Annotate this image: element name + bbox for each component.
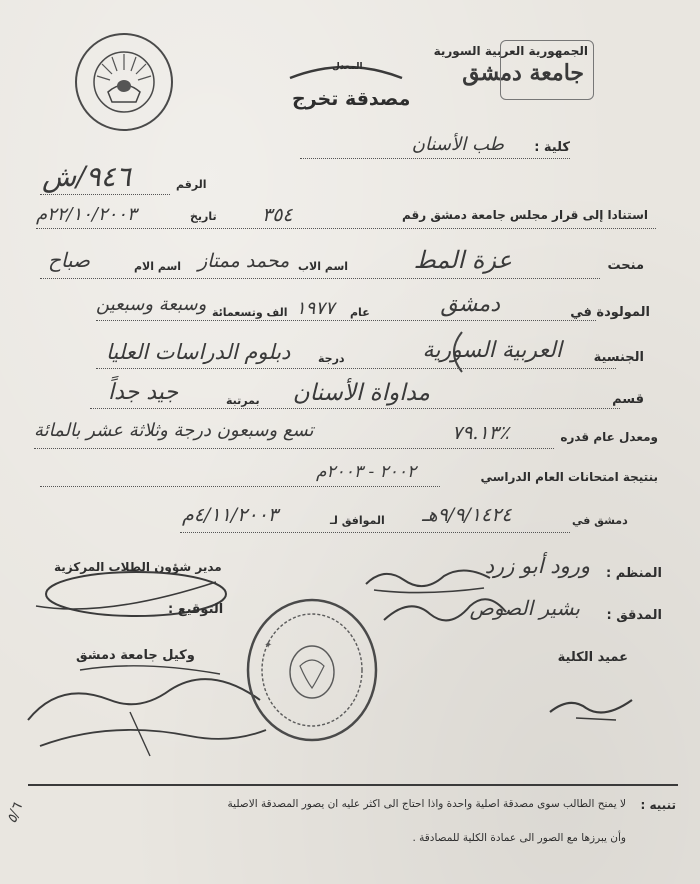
checker-name: بشير الصوص [469, 596, 580, 620]
nationality-dotline [96, 368, 616, 369]
decision-date-label: تاريخ [190, 210, 217, 223]
birth-year-words-printed: الف وتسعمائة [212, 306, 288, 319]
decision-dotline [36, 228, 656, 229]
birth-place: دمشق [440, 292, 500, 317]
svg-text:✦: ✦ [264, 640, 273, 651]
birth-year: ١٩٧٧ [296, 298, 335, 319]
exams-label: بنتيجة امتحانات العام الدراسي [480, 470, 658, 484]
department-label: قسم [612, 392, 644, 407]
ref-label: الرقم [176, 178, 207, 191]
title-small: المعدل [332, 62, 363, 72]
faculty-dotline [300, 158, 570, 159]
nationality-label: الجنسية [593, 350, 644, 365]
mother-name: صباح [48, 248, 91, 272]
department-value: مداواة الأسنان [292, 380, 430, 406]
organizer-signature [364, 560, 494, 596]
average-label: ومعدل عام قدره [560, 430, 658, 444]
sign-label: التوقيع : [168, 602, 224, 617]
birth-year-label: عام [350, 306, 370, 319]
father-name: محمد ممتاز [198, 250, 290, 272]
issued-dotline [180, 532, 570, 533]
official-stamp-icon [244, 596, 380, 744]
birth-year-words-hand: وسبعة وسبعين [96, 294, 207, 315]
university-seal-icon [72, 30, 176, 134]
grade-label: بمرتبة [226, 394, 260, 407]
notice-line2: وأن يبرزها مع الصور الى عمادة الكلية للمصادقة . [412, 832, 626, 844]
degree-value: دبلوم الدراسات العليا [106, 340, 291, 364]
birth-dotline [96, 320, 596, 321]
exams-value: ٢٠٠٢ - ٢٠٠٣م [316, 462, 417, 482]
decision-number: ٣٥٤ [262, 204, 293, 226]
ref-value: ٩٤٦/ش [42, 160, 131, 193]
birth-label: المولودة في [570, 305, 650, 320]
dean-signature [546, 690, 636, 724]
degree-label: درجة [318, 352, 345, 365]
average-dotline [34, 448, 554, 449]
department-dotline [90, 408, 620, 409]
republic-header: الجمهورية العربية السورية [433, 44, 588, 58]
university-name: جامعة دمشق [462, 60, 584, 86]
decision-prefix: استنادا إلى قرار مجلس جامعة دمشق رقم [401, 208, 648, 222]
document-title: مصدقة تخرج [292, 88, 411, 110]
organizer-label: المنظم : [606, 566, 662, 581]
ref-dotline [40, 194, 170, 195]
checker-label: المدقق : [606, 608, 662, 623]
checker-signature [380, 592, 510, 632]
issued-gregorian: ٤/١١/٢٠٠٣م [182, 504, 279, 526]
granted-label: منحت [607, 258, 644, 273]
vice-signature [20, 660, 270, 760]
margin-mark: ٥/٦ [4, 801, 26, 826]
average-value: ٧٩.١٣٪ [452, 422, 510, 444]
issued-label: دمشق في [572, 514, 628, 527]
header-frame [500, 40, 594, 100]
vice-label: وكيل جامعة دمشق [76, 648, 195, 663]
notice-separator [28, 784, 678, 786]
dean-label: عميد الكلية [557, 650, 628, 665]
organizer-name: ورود أبو زرد [484, 554, 590, 578]
notice-label: تنبيه : [640, 798, 676, 812]
issued-equals-label: الموافق لـ [330, 514, 385, 527]
faculty-label: كلية : [534, 140, 570, 155]
graduate-dotline [40, 278, 600, 279]
decision-date: ٢٢/١٠/٢٠٠٣م [36, 204, 137, 225]
mother-label: اسم الام [134, 260, 182, 273]
notice-line1: لا يمنح الطالب سوى مصدقة اصلية واحدة واذا احتاج الى اكثر عليه ان يصور المصدقة الاصلية [227, 798, 626, 810]
average-words: تسع وسبعون درجة وثلاثة عشر بالمائة [34, 420, 314, 441]
nationality-value: العربية السورية [422, 338, 562, 363]
issued-hijri: ٩/٩/١٤٢٤هـ [422, 504, 512, 526]
graduate-name: عزة المط [413, 246, 512, 274]
director-label: مدير شؤون الطلاب المركزية [54, 560, 222, 574]
exams-dotline [40, 486, 440, 487]
grade-value: جيد جداً [108, 380, 179, 405]
father-label: اسم الاب [298, 260, 349, 273]
faculty-value: طب الأسنان [411, 134, 504, 155]
